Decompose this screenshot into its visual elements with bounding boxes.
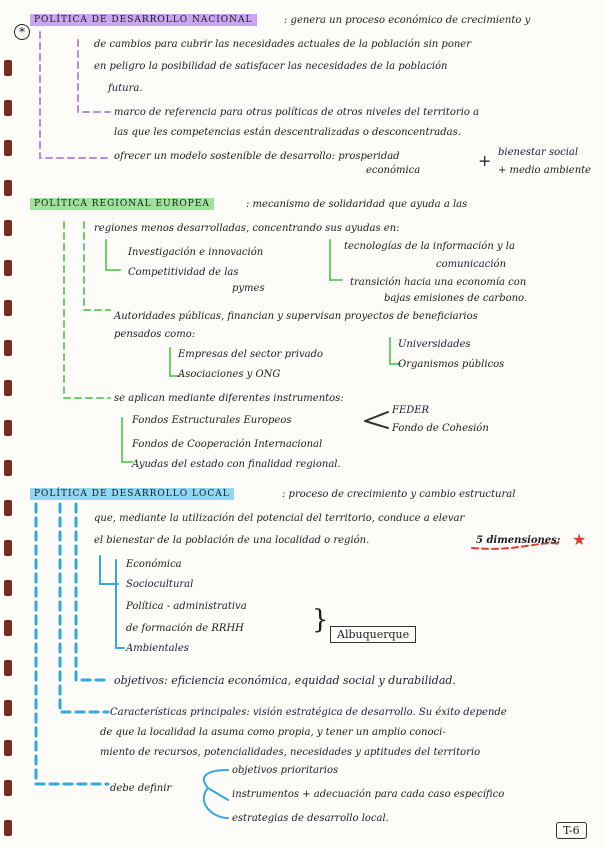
definition-text: de cambios para cubrir las necesidades actuales de la población sin poner (94, 39, 471, 50)
list-item: objetivos prioritarios (232, 765, 339, 776)
list-item: Fondos Estructurales Europeos (132, 415, 292, 426)
page-tag: T-6 (556, 822, 587, 839)
list-item: Investigación e innovación (128, 247, 264, 258)
list-item: Competitividad de las (128, 267, 239, 278)
author-box: Albuquerque (330, 626, 416, 643)
point-autoridades: Autoridades públicas, financian y supervisan proyectos de beneficiarios (114, 311, 478, 322)
list-item: pymes (232, 283, 265, 294)
list-item: tecnologías de la información y la (344, 241, 515, 252)
plus-sign: + (478, 151, 492, 170)
point-autoridades: pensados como: (114, 329, 196, 340)
definition-text: el bienestar de la población de una localidad o región. (94, 535, 370, 546)
point-marco: las que les competencias están descentralizadas o desconcentradas. (114, 127, 461, 138)
list-item: FEDER (392, 405, 430, 416)
section-heading-nacional: POLÍTICA DE DESARROLLO NACIONAL (30, 14, 257, 26)
point-caracteristicas: miento de recursos, potencialidades, necesidades y aptitudes del territorio (100, 747, 481, 758)
point-caracteristicas: Características principales: visión estratégica de desarrollo. Su éxito depende (110, 707, 507, 718)
point-medio-ambiente: + medio ambiente (498, 165, 592, 176)
list-item: Organismos públicos (398, 359, 505, 370)
list-item: Asociaciones y ONG (178, 369, 281, 380)
definition-text: : proceso de crecimiento y cambio estructural (282, 489, 516, 500)
circle-mark: * (14, 24, 30, 40)
definition-text: futura. (108, 83, 143, 94)
dimension-item: de formación de RRHH (126, 623, 244, 634)
point-caracteristicas: de que la localidad la asuma como propia, y tener un amplio conoci- (100, 727, 446, 738)
dimension-item: Económica (126, 559, 182, 570)
list-item: Fondos de Cooperación Internacional (132, 439, 323, 450)
list-item: Empresas del sector privado (178, 349, 324, 360)
dimensiones-label: 5 dimensiones: (476, 535, 561, 546)
point-bienestar: bienestar social (498, 147, 579, 158)
list-item: Universidades (398, 339, 471, 350)
list-item: Fondo de Cohesión (392, 423, 489, 434)
brace: } (312, 605, 329, 635)
dimension-item: Política - administrativa (126, 601, 247, 612)
dimension-item: Ambientales (126, 643, 189, 654)
definition-text: en peligro la posibilidad de satisfacer las necesidades de la población (94, 61, 448, 72)
section-heading-local: POLÍTICA DE DESARROLLO LOCAL (30, 488, 234, 500)
list-item: bajas emisiones de carbono. (384, 293, 528, 304)
section-heading-europea: POLÍTICA REGIONAL EUROPEA (30, 198, 214, 210)
point-objetivos: objetivos: eficiencia económica, equidad social y durabilidad. (114, 674, 456, 687)
definition-text: : genera un proceso económico de crecimiento y (284, 15, 531, 26)
point-debe-definir: debe definir (110, 783, 172, 794)
point-instrumentos: se aplican mediante diferentes instrumentos: (114, 393, 344, 404)
list-item: transición hacia una economía con (350, 277, 527, 288)
list-item: instrumentos + adecuación para cada caso específico (232, 789, 505, 800)
point-ofrecer: ofrecer un modelo sostenible de desarrollo: prosperidad (114, 151, 400, 162)
definition-text: : mecanismo de solidaridad que ayuda a las (246, 199, 468, 210)
point-economica: económica (366, 165, 421, 176)
list-item: Ayudas del estado con finalidad regional. (132, 459, 341, 470)
star-icon: ★ (572, 530, 587, 549)
list-item: estrategias de desarrollo local. (232, 813, 389, 824)
dimension-item: Sociocultural (126, 579, 194, 590)
definition-text: que, mediante la utilización del potencial del territorio, conduce a elevar (94, 513, 465, 524)
definition-text: regiones menos desarrolladas, concentrando sus ayudas en: (94, 223, 400, 234)
list-item: comunicación (436, 259, 507, 270)
point-marco: marco de referencia para otras políticas de otros niveles del territorio a (114, 107, 480, 118)
